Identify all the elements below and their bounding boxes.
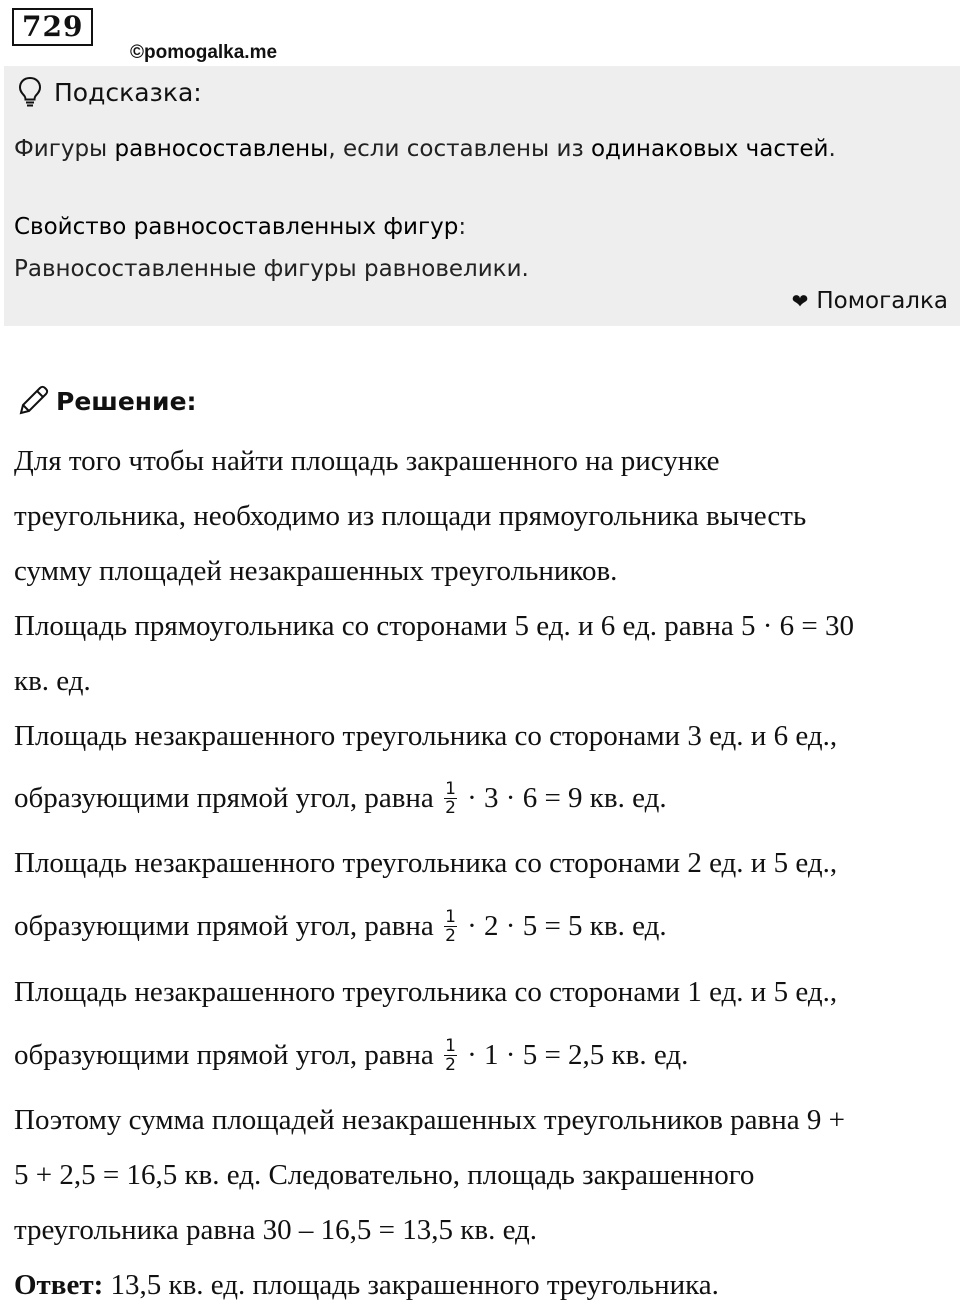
solution-line: Площадь прямоугольника со сторонами 5 ед. и 6 ед. равна 5 · 6 = 30 <box>14 610 855 642</box>
lightbulb-icon <box>18 76 42 108</box>
solution-title: Решение: <box>16 384 197 418</box>
solution-line: Для того чтобы найти площадь закрашенного на рисунке <box>14 445 720 477</box>
solution-line: Поэтому сумма площадей незакрашенных треугольников равна 9 + <box>14 1104 845 1136</box>
solution-line: треугольника равна 30 – 16,5 = 13,5 кв. ед. <box>14 1214 538 1246</box>
hint-property-text: Равносоставленные фигуры равновелики. <box>14 256 529 282</box>
hint-property-title: Свойство равносоставленных фигур: <box>14 214 467 240</box>
problem-number: 729 <box>12 8 93 46</box>
copyright: ©pomogalka.me <box>130 42 278 63</box>
hint-title-text: Подсказка: <box>54 77 202 107</box>
hint-title <box>18 74 202 110</box>
solution-line: Площадь незакрашенного треугольника со сторонами 1 ед. и 5 ед., <box>14 976 838 1008</box>
solution-line: кв. ед. <box>14 665 91 697</box>
answer-label: Ответ: <box>14 1269 104 1301</box>
answer-line <box>14 1269 719 1302</box>
solution-line: образующими прямой угол, равна $\frac{1}{2}$ · 2 · 5 = 5 кв. ед. <box>14 907 667 946</box>
fraction-one-half: $\frac{1}{2}$ <box>445 779 456 818</box>
solution-line: 5 + 2,5 = 16,5 кв. ед. Следовательно, площадь закрашенного <box>14 1159 755 1191</box>
heart-icon: ❤ <box>791 289 809 313</box>
brand-label: ❤ Помогалка <box>791 288 948 314</box>
solution-line: образующими прямой угол, равна $\frac{1}{2}$ · 1 · 5 = 2,5 кв. ед. <box>14 1036 689 1075</box>
hint-definition: Фигуры равносоставлены, если составлены из одинаковых частей. <box>14 136 836 162</box>
solution-line: образующими прямой угол, равна $\frac{1}{2}$ · 3 · 6 = 9 кв. ед. <box>14 779 667 818</box>
pencil-icon <box>16 384 50 418</box>
answer-text: 13,5 кв. ед. площадь закрашенного треугольника. <box>103 1269 719 1301</box>
fraction-one-half: $\frac{1}{2}$ <box>445 1036 456 1075</box>
solution-line: сумму площадей незакрашенных треугольников. <box>14 555 618 587</box>
hint-panel <box>4 66 960 326</box>
fraction-one-half: $\frac{1}{2}$ <box>445 907 456 946</box>
solution-line: Площадь незакрашенного треугольника со сторонами 2 ед. и 5 ед., <box>14 847 838 879</box>
solution-line: Площадь незакрашенного треугольника со сторонами 3 ед. и 6 ед., <box>14 720 838 752</box>
solution-line: треугольника, необходимо из площади прямоугольника вычесть <box>14 500 807 532</box>
